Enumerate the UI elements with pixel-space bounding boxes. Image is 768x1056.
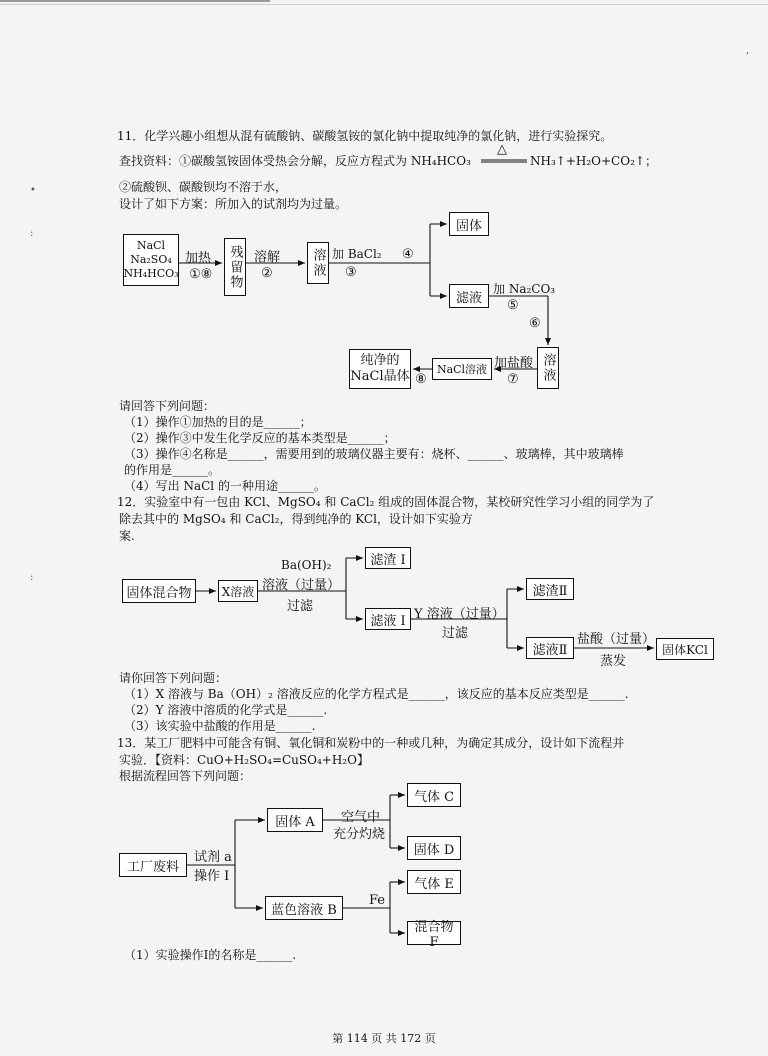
filter1-label: 过滤 (287, 599, 314, 614)
y-solution-label: Y 溶液（过量） (414, 607, 505, 622)
solution-box: 溶液 (307, 242, 329, 284)
q13-title-1: 13．某工厂肥料中可能含有铜、氧化铜和炭粉中的一种或几种，为确定其成分，设计如下流程并 (117, 736, 625, 750)
scan-mark: , (746, 45, 750, 56)
filter2-label: 过滤 (442, 626, 469, 641)
q11-question-3a: （3）操作④名称是______，需要用到的玻璃仪器主要有：烧杯、______、玻璃棒，其中玻璃棒 (124, 447, 624, 461)
solid-mixture-box: 固体混合物 (122, 579, 196, 603)
q12-title-1: 12．实验室中有一包由 KCl、MgSO₄ 和 CaCl₂ 组成的固体混合物，某校研究性学习小组的同学为了 (117, 495, 655, 509)
page-footer: 第 114 页 共 172 页 (332, 1032, 436, 1045)
solid-a-box: 固体 A (267, 808, 323, 832)
q11-question-3b: 的作用是______。 (124, 463, 221, 477)
nacl-solution-box: NaCl溶液 (432, 358, 492, 380)
baoh2-label: Ba(OH)₂ (281, 558, 332, 572)
scan-mark: : (30, 572, 34, 583)
bacl2-step: ③ (345, 265, 357, 280)
gas-c-box: 气体 C (407, 783, 461, 807)
x-solution-box: X溶液 (218, 580, 258, 602)
dissolve-label: 溶解 (254, 250, 281, 265)
q12-question-2: （2）Y 溶液中溶质的化学式是______. (124, 703, 328, 717)
operation-1-label: 操作 I (194, 869, 230, 884)
q12-ask: 请你回答下列问题： (119, 671, 228, 685)
q12-question-1: （1）X 溶液与 Ba（OH）₂ 溶液反应的化学方程式是______，该反应的基本反应类型是______. (124, 687, 629, 701)
hcl-excess-label: 盐酸（过量） (577, 632, 656, 647)
q11-design: 设计了如下方案：所加入的试剂均为过量。 (119, 197, 348, 211)
step8-label: ⑧ (415, 372, 427, 387)
step4-label: ④ (402, 247, 414, 262)
reagent-a-label: 试剂 a (194, 850, 232, 865)
blue-solution-box: 蓝色溶液 B (265, 896, 343, 920)
q12-title-2: 除去其中的 MgSO₄ 和 CaCl₂，得到纯净的 KCl，设计如下实验方 (119, 512, 473, 526)
solid-d-box: 固体 D (407, 836, 461, 860)
scan-mark: : (30, 228, 34, 239)
start-nacl: NaCl (136, 239, 166, 252)
hcl-label: 加盐酸 (494, 356, 534, 371)
q11-ask: 请回答下列问题： (119, 399, 216, 413)
q12-question-3: （3）该实验中盐酸的作用是______. (124, 719, 316, 733)
start-nh4hco3: NH₄HCO₃ (123, 267, 179, 280)
q13-question-1: （1）实验操作Ⅰ的名称是______. (124, 948, 297, 962)
solid-box: 固体 (449, 212, 489, 236)
dissolve-step: ② (261, 266, 273, 281)
kcl-box: 固体KCl (656, 638, 714, 660)
filtrate-box: 滤液 (449, 284, 489, 308)
q13-title-2: 实验．【资料：CuO+H₂SO₄=CuSO₄+H₂O】 (119, 753, 369, 767)
hcl-step: ⑦ (507, 372, 519, 387)
filtrate1-box: 滤液 I (365, 608, 411, 630)
bacl2-label: 加 BaCl₂ (332, 247, 382, 261)
step6-label: ⑥ (529, 316, 541, 331)
na2co3-step: ⑤ (507, 298, 519, 313)
q11-title: 11．化学兴趣小组想从混有硫酸钠、碳酸氢铵的氯化钠中提取纯净的氯化钠，进行实验探究。 (117, 129, 613, 143)
gas-e-box: 气体 E (407, 870, 461, 894)
pure-label-2: NaCl晶体 (350, 369, 410, 384)
q11-question-4: （4）写出 NaCl 的一种用途______。 (124, 479, 326, 493)
q11-info1-products: NH₃↑+H₂O+CO₂↑； (530, 154, 657, 168)
scan-mark: • (30, 185, 36, 196)
q11-question-1: （1）操作①加热的目的是______； (124, 415, 312, 429)
burn-label: 充分灼烧 (333, 827, 386, 842)
residue-box: 残留物 (224, 238, 246, 296)
heat-label: 加热 (185, 251, 212, 266)
heat-step: ①⑧ (189, 267, 213, 282)
na2co3-label: 加 Na₂CO₃ (493, 282, 556, 296)
factory-waste-box: 工厂废料 (119, 853, 187, 877)
delta-symbol: △ (497, 142, 507, 157)
baoh2-solution-label: 溶液（过量） (262, 578, 341, 593)
air-label: 空气中 (341, 810, 381, 825)
q12-title-3: 案. (119, 529, 135, 543)
solution2-box: 溶液 (537, 347, 559, 389)
q11-question-2: （2）操作③中发生化学反应的基本类型是______； (124, 431, 396, 445)
q11-info2: ②硫酸钡、碳酸钡均不溶于水， (119, 180, 288, 194)
pure-label-1: 纯净的 (360, 353, 400, 368)
residue2-box: 滤渣Ⅱ (526, 578, 574, 600)
q13-title-3: 根据流程回答下列问题： (119, 769, 252, 783)
evaporate-label: 蒸发 (600, 654, 627, 669)
mixture-f-box: 混合物 F (407, 921, 461, 945)
residue1-box: 滤渣 I (365, 547, 411, 569)
fe-label: Fe (369, 893, 386, 908)
q11-info1: 查找资料：①碳酸氢铵固体受热会分解，反应方程式为 NH₄HCO₃ (119, 154, 471, 168)
filtrate2-box: 滤液Ⅱ (526, 637, 574, 659)
start-na2so4: Na₂SO₄ (130, 253, 172, 266)
